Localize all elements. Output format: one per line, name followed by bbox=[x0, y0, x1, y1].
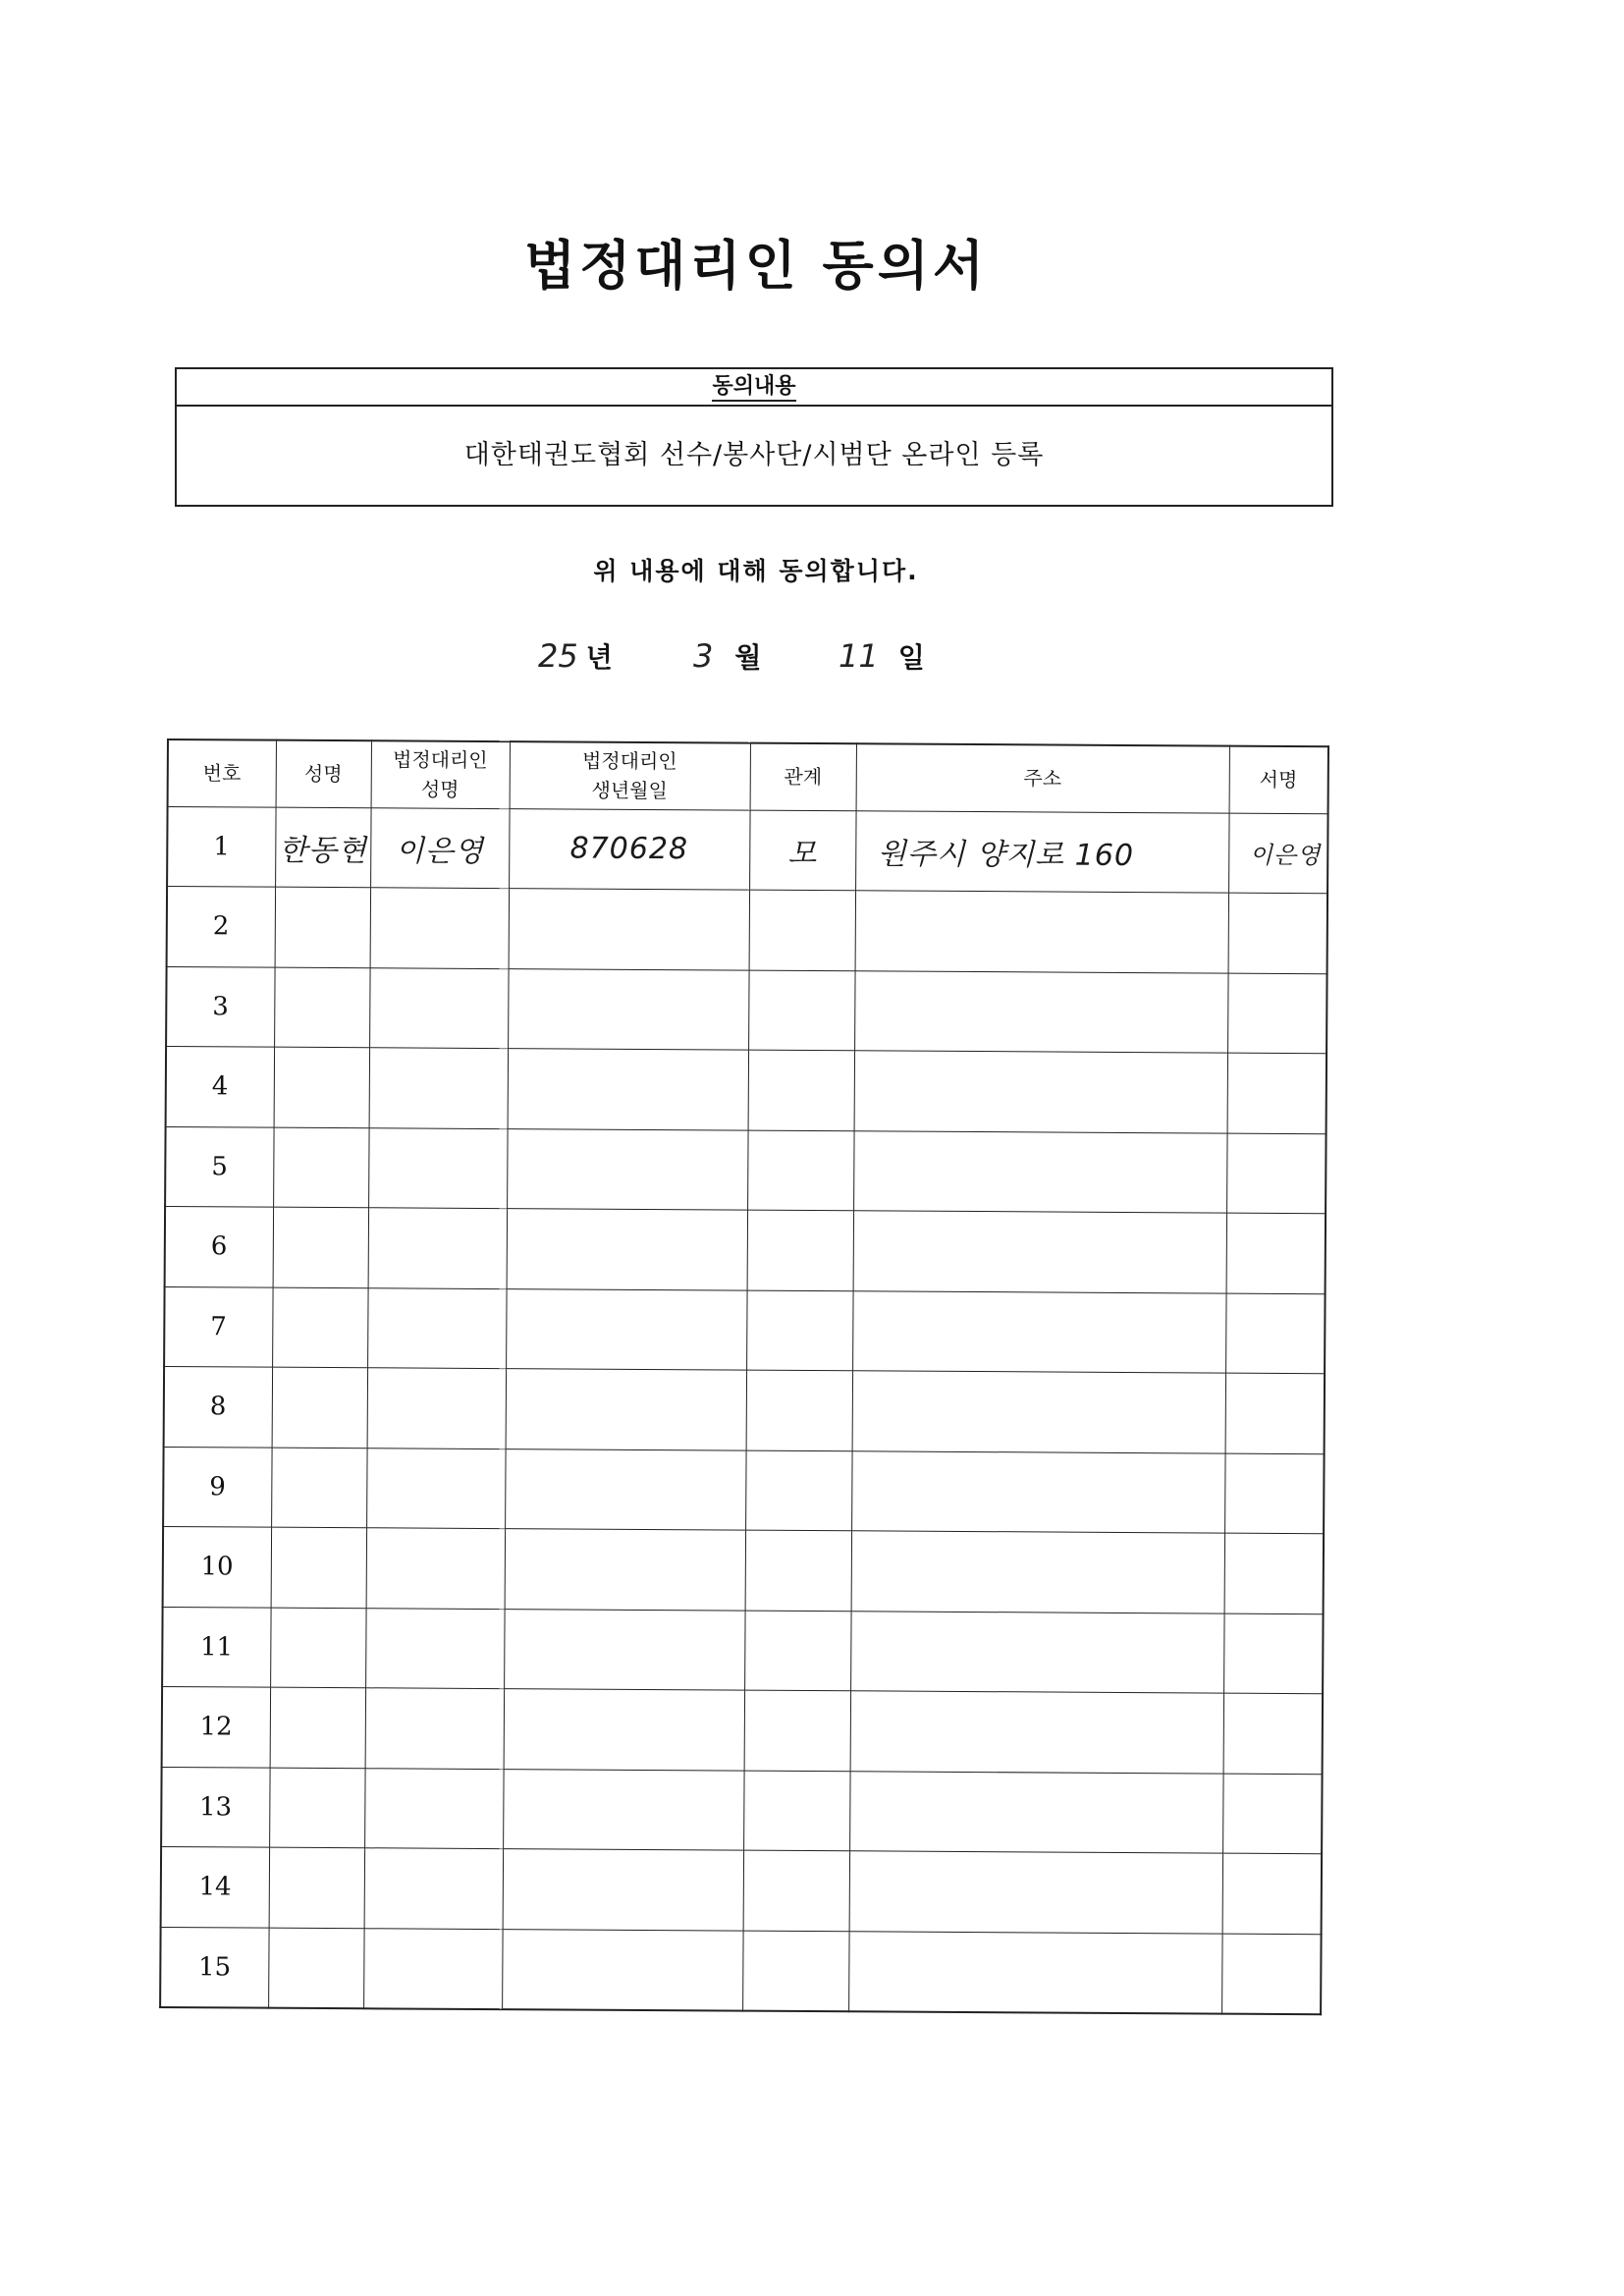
cell-signature bbox=[1223, 1613, 1323, 1694]
cell-signature bbox=[1226, 1213, 1326, 1293]
cell-name bbox=[272, 1287, 367, 1368]
cell-signature: 이은영 bbox=[1228, 813, 1327, 894]
cell-guardian-birth bbox=[507, 1128, 747, 1210]
table-row bbox=[167, 887, 1327, 974]
header-guardian-name-line1: 법정대리인 bbox=[392, 747, 488, 773]
cell-no: 7 bbox=[164, 1286, 272, 1367]
cell-relation bbox=[742, 1931, 848, 2011]
cell-address bbox=[848, 1931, 1221, 2013]
cell-name bbox=[273, 1207, 368, 1287]
cell-relation bbox=[744, 1690, 850, 1771]
cell-guardian-name: 이은영 bbox=[370, 807, 509, 888]
cell-guardian-name bbox=[365, 1608, 504, 1688]
cell-no: 14 bbox=[161, 1846, 269, 1927]
consent-header-label: 동의내용 bbox=[712, 374, 795, 402]
cell-name bbox=[274, 1047, 369, 1127]
cell-guardian-birth bbox=[508, 1049, 748, 1130]
cell-signature bbox=[1225, 1293, 1325, 1374]
date-year bbox=[538, 636, 613, 685]
cell-address bbox=[849, 1771, 1222, 1853]
date-day-unit: 일 bbox=[897, 641, 925, 674]
cell-guardian-birth bbox=[502, 1929, 742, 2010]
cell-no: 5 bbox=[165, 1126, 273, 1207]
cell-no: 10 bbox=[163, 1526, 271, 1607]
date-day bbox=[839, 636, 925, 685]
cell-guardian-birth bbox=[506, 1369, 746, 1450]
cell-address bbox=[850, 1691, 1223, 1774]
cell-signature bbox=[1225, 1373, 1325, 1453]
cell-relation bbox=[749, 890, 855, 970]
cell-no: 4 bbox=[166, 1047, 274, 1127]
cell-no: 13 bbox=[161, 1767, 269, 1847]
cell-name bbox=[271, 1448, 366, 1528]
date-month bbox=[693, 636, 761, 685]
cell-guardian-birth bbox=[505, 1529, 745, 1611]
cell-guardian-birth bbox=[507, 1209, 747, 1290]
table-header-row bbox=[168, 739, 1328, 813]
cell-signature bbox=[1226, 1133, 1326, 1214]
cell-address bbox=[852, 1371, 1225, 1453]
cell-relation bbox=[743, 1771, 849, 1851]
cell-guardian-name bbox=[364, 1768, 503, 1848]
header-guardian-name-line2: 성명 bbox=[420, 777, 460, 802]
table-row bbox=[162, 1607, 1323, 1694]
date-year-value: 25 bbox=[538, 637, 578, 675]
table-row bbox=[166, 1047, 1326, 1134]
cell-relation bbox=[744, 1611, 850, 1691]
cell-guardian-birth bbox=[509, 889, 749, 970]
cell-name bbox=[273, 1127, 368, 1208]
header-name: 성명 bbox=[276, 740, 371, 808]
table-row bbox=[164, 1366, 1325, 1453]
cell-no: 12 bbox=[162, 1686, 270, 1767]
cell-no: 15 bbox=[160, 1927, 268, 2007]
cell-name bbox=[268, 1928, 363, 2008]
cell-address bbox=[851, 1450, 1224, 1533]
date-month-unit: 월 bbox=[734, 641, 762, 674]
cell-address bbox=[854, 1051, 1227, 1133]
table-row bbox=[163, 1447, 1324, 1534]
cell-name bbox=[269, 1768, 364, 1848]
cell-no: 8 bbox=[164, 1366, 272, 1447]
cell-address: 원주시 양지로 160 bbox=[855, 810, 1228, 893]
cell-guardian-birth bbox=[504, 1689, 744, 1771]
date-day-value: 11 bbox=[839, 637, 879, 675]
cell-address bbox=[855, 891, 1228, 973]
table-row bbox=[165, 1126, 1326, 1214]
table-row bbox=[161, 1767, 1322, 1854]
cell-no: 1 bbox=[167, 806, 275, 887]
cell-name bbox=[271, 1527, 366, 1608]
cell-guardian-birth bbox=[504, 1609, 744, 1690]
cell-address bbox=[853, 1211, 1226, 1293]
header-address: 주소 bbox=[856, 743, 1229, 812]
header-guardian-name bbox=[371, 740, 510, 808]
cell-guardian-birth bbox=[508, 968, 748, 1050]
table-body bbox=[160, 806, 1327, 2014]
cell-no: 2 bbox=[167, 887, 275, 967]
cell-guardian-name bbox=[364, 1848, 503, 1929]
cell-name bbox=[275, 887, 370, 967]
cell-address bbox=[853, 1130, 1226, 1213]
cell-name bbox=[269, 1847, 364, 1928]
cell-address bbox=[849, 1851, 1222, 1934]
date-year-unit: 년 bbox=[585, 641, 613, 674]
cell-guardian-name bbox=[367, 1368, 506, 1449]
cell-relation bbox=[745, 1530, 851, 1611]
cell-no: 3 bbox=[166, 966, 274, 1047]
cell-signature bbox=[1227, 973, 1326, 1054]
cell-guardian-name bbox=[365, 1688, 504, 1769]
header-guardian-birth-line1: 법정대리인 bbox=[581, 748, 677, 774]
cell-name bbox=[270, 1608, 365, 1688]
table-row bbox=[164, 1286, 1325, 1374]
cell-guardian-name bbox=[366, 1448, 505, 1528]
cell-name bbox=[270, 1687, 365, 1768]
cell-guardian-name bbox=[369, 1048, 508, 1128]
cell-signature bbox=[1222, 1774, 1322, 1854]
cell-guardian-name bbox=[368, 1127, 507, 1208]
header-relation: 관계 bbox=[750, 743, 856, 811]
cell-guardian-name bbox=[367, 1287, 506, 1368]
cell-name bbox=[272, 1367, 367, 1448]
cell-relation bbox=[748, 1050, 854, 1130]
table-row bbox=[163, 1526, 1324, 1613]
cell-guardian-name bbox=[363, 1928, 502, 2008]
cell-guardian-birth bbox=[503, 1769, 743, 1850]
cell-signature bbox=[1224, 1533, 1324, 1613]
document-title: 법정대리인 동의서 bbox=[523, 235, 989, 297]
cell-signature bbox=[1221, 1934, 1321, 2014]
cell-guardian-birth bbox=[503, 1849, 743, 1931]
cell-address bbox=[850, 1611, 1223, 1693]
cell-relation bbox=[746, 1290, 852, 1371]
agree-statement: 위 내용에 대해 동의합니다. bbox=[593, 557, 919, 585]
cell-guardian-name bbox=[366, 1528, 505, 1609]
cell-guardian-name bbox=[369, 967, 508, 1048]
consent-header bbox=[177, 369, 1331, 407]
table-row bbox=[162, 1686, 1323, 1774]
cell-address bbox=[852, 1290, 1225, 1373]
cell-signature bbox=[1228, 893, 1327, 973]
cell-signature bbox=[1227, 1053, 1326, 1133]
cell-guardian-birth: 870628 bbox=[509, 808, 749, 890]
cell-guardian-birth bbox=[505, 1449, 745, 1530]
table-row bbox=[161, 1846, 1322, 1934]
cell-relation bbox=[748, 970, 854, 1051]
cell-relation bbox=[746, 1370, 852, 1450]
table-row bbox=[166, 966, 1326, 1054]
consent-body: 대한태권도협회 선수/봉사단/시범단 온라인 등록 bbox=[463, 440, 1045, 470]
cell-guardian-birth bbox=[506, 1288, 746, 1370]
header-signature: 서명 bbox=[1229, 746, 1328, 814]
cell-no: 9 bbox=[163, 1447, 271, 1527]
cell-relation bbox=[743, 1850, 849, 1931]
cell-relation bbox=[747, 1210, 853, 1290]
cell-no: 6 bbox=[165, 1206, 273, 1286]
cell-name: 한동현 bbox=[275, 807, 370, 888]
cell-signature bbox=[1222, 1853, 1322, 1934]
cell-no: 11 bbox=[162, 1607, 270, 1687]
date-month-value: 3 bbox=[693, 637, 714, 675]
cell-address bbox=[851, 1531, 1224, 1613]
consent-box bbox=[175, 367, 1333, 507]
cell-address bbox=[854, 970, 1227, 1053]
table-row bbox=[165, 1206, 1326, 1293]
cell-relation: 모 bbox=[749, 810, 855, 891]
cell-guardian-name bbox=[368, 1208, 507, 1288]
cell-signature bbox=[1224, 1453, 1324, 1534]
cell-relation bbox=[747, 1130, 853, 1211]
cell-signature bbox=[1223, 1693, 1323, 1774]
header-guardian-birth-line2: 생년월일 bbox=[591, 778, 668, 803]
header-no: 번호 bbox=[168, 739, 276, 807]
cell-relation bbox=[745, 1450, 851, 1531]
header-guardian-birth bbox=[510, 741, 750, 809]
cell-name bbox=[274, 967, 369, 1048]
table-row bbox=[167, 806, 1327, 894]
cell-guardian-name bbox=[370, 888, 509, 968]
table-row bbox=[160, 1927, 1321, 2014]
guardian-table bbox=[159, 738, 1329, 2015]
